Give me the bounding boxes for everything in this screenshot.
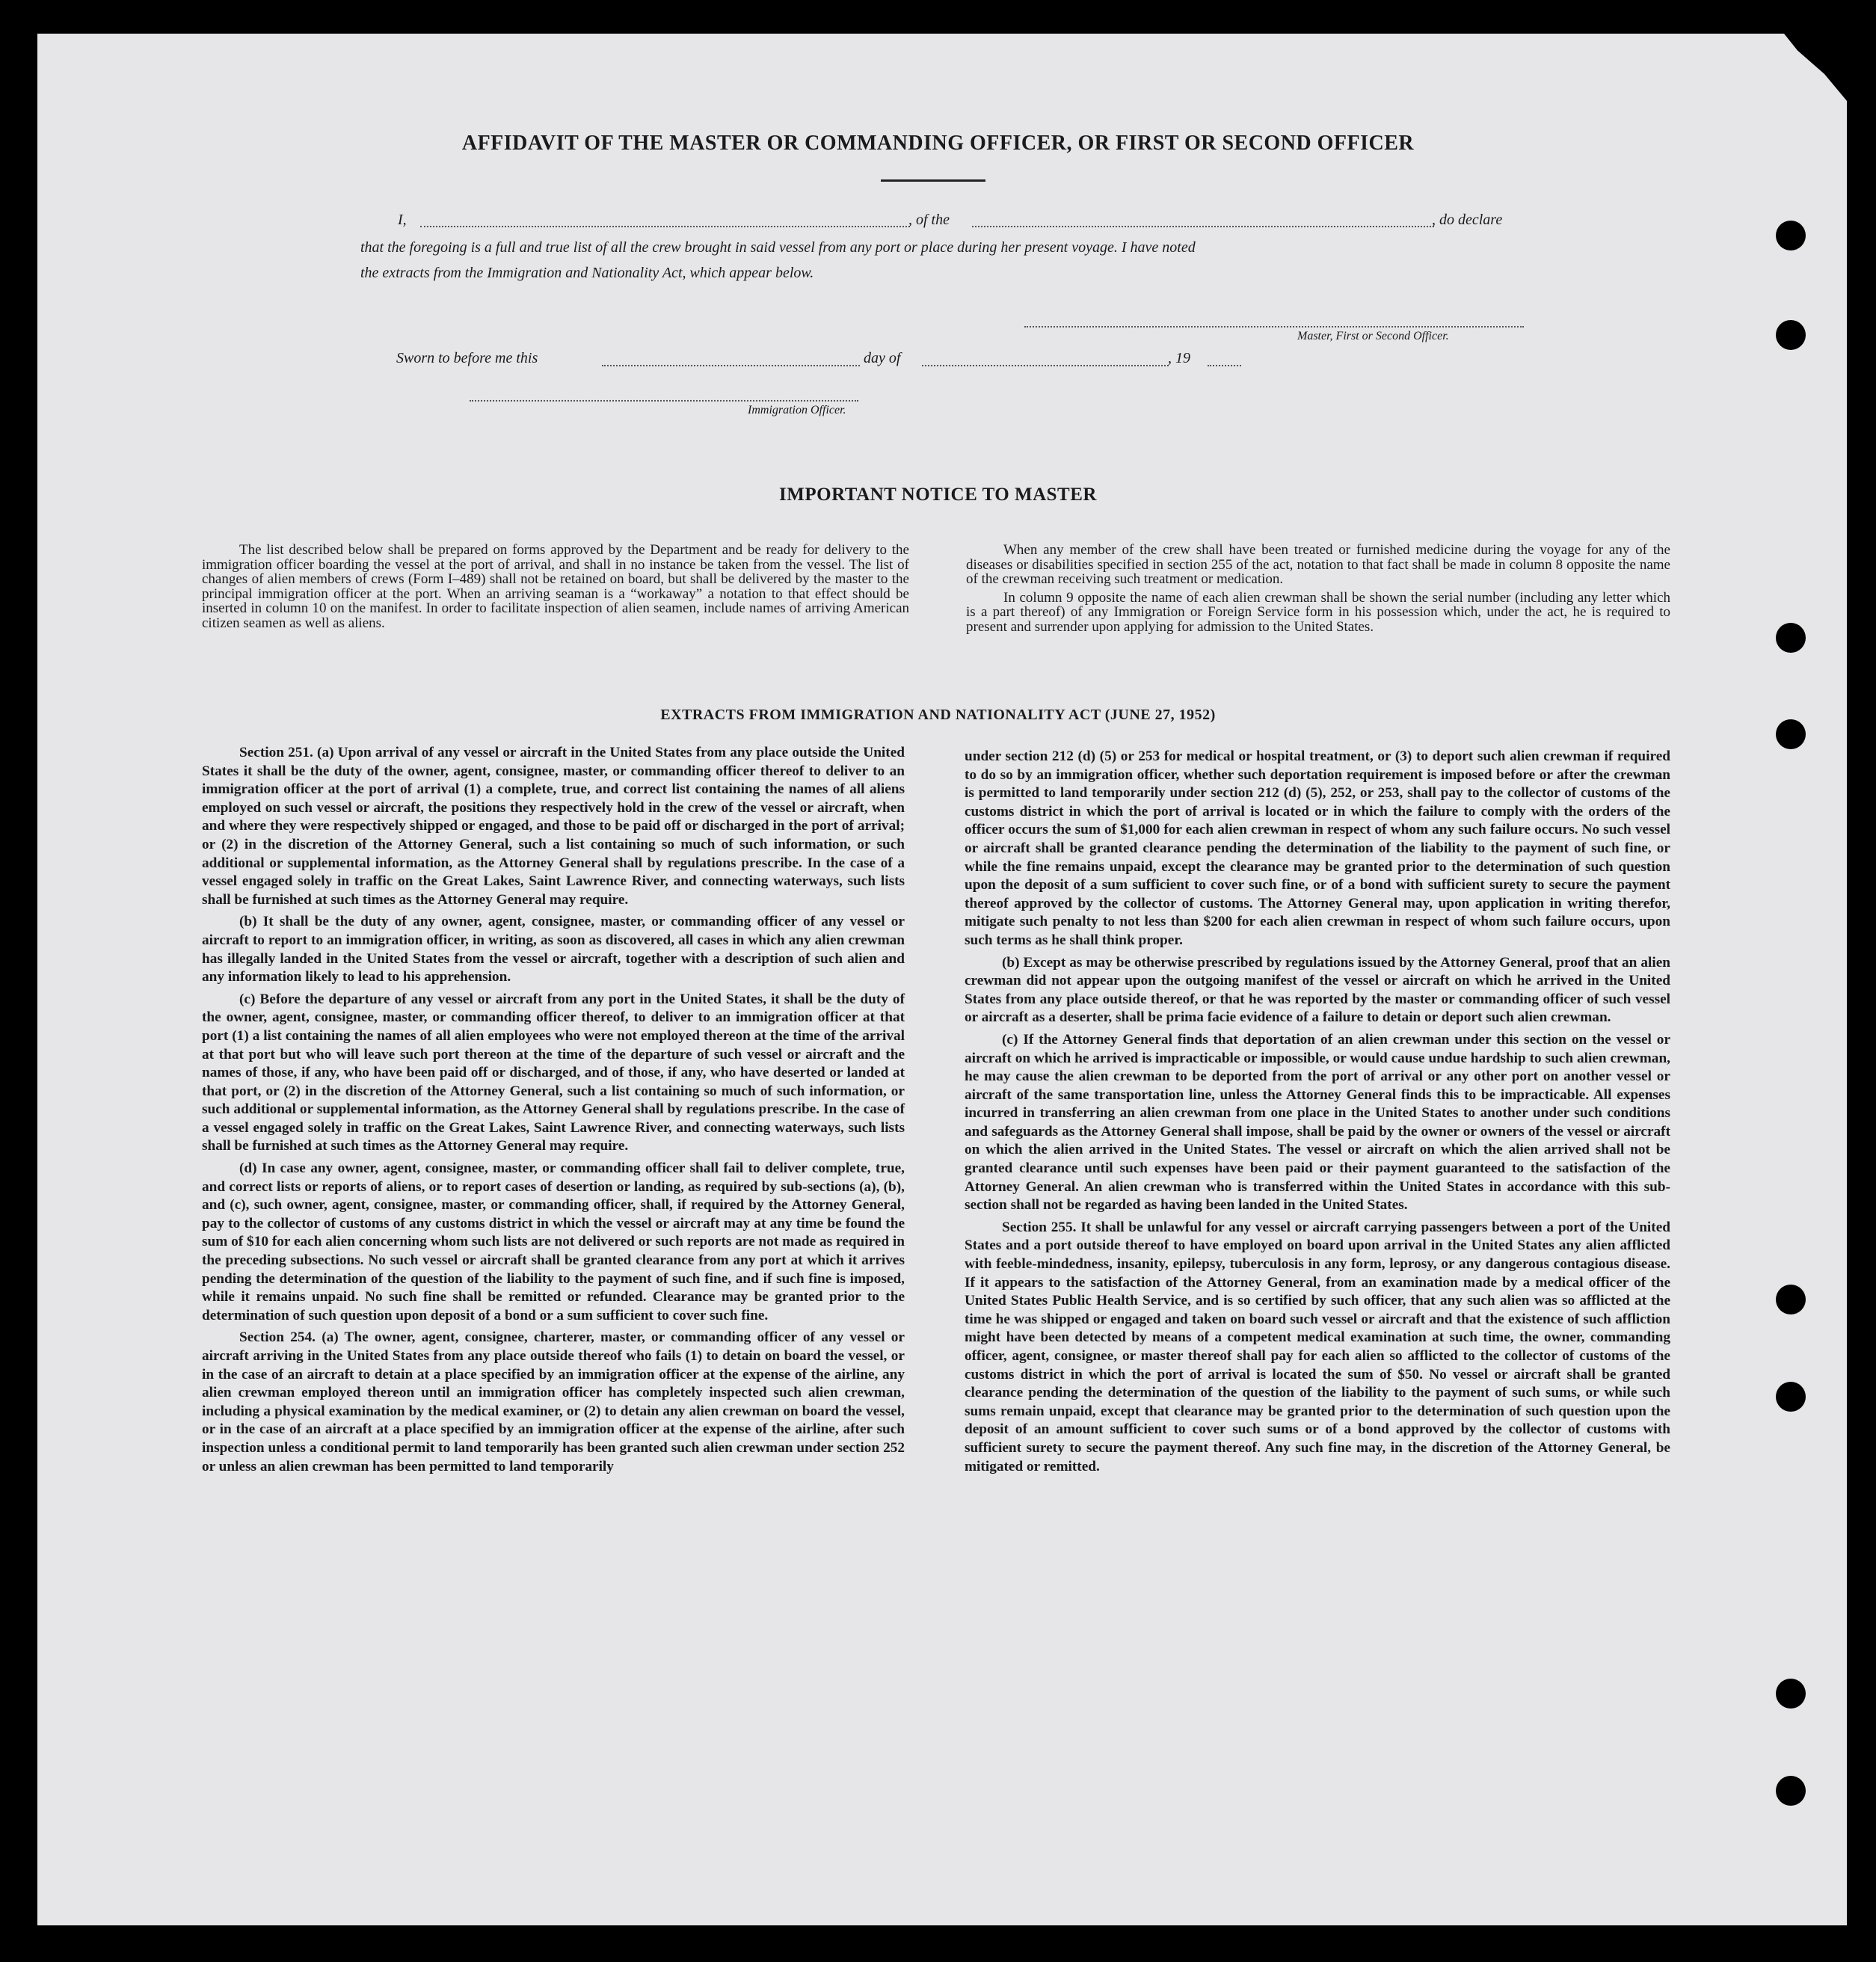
i-label: I, xyxy=(398,212,407,228)
section-paragraph: (d) In case any owner, agent, consignee, master, or commanding officer shall fail to deliver complete, true, and correct lists or reports of aliens, or to report cases of desertion or landing, as required by sub-sections (a), (b), and (c), such owner, agent, consignee, master, or commanding officer, shall, if required by the Attorney General, pay to the collector of customs of any customs district in which the vessel or aircraft may at any time be found the sum of $10 for each alien concerning whom such lists are not delivered or such reports are not made as required in the preceding subsections. No such vessel or aircraft shall be granted clearance from any port at which it arrives pending the determination of the question of the liability to the payment of such fine, and if such fine is imposed, while it remains unpaid. No such fine shall be remitted or refunded. Clearance may be granted prior to the determination of such question upon deposit of a bond or a sum sufficient to cover such fine. xyxy=(202,1160,905,1323)
master-caption: Master, First or Second Officer. xyxy=(1297,330,1449,342)
punch-hole xyxy=(1776,1382,1806,1412)
punch-hole xyxy=(1776,719,1806,749)
title-rule xyxy=(881,179,985,182)
notice-right-column xyxy=(966,543,1670,634)
punch-hole xyxy=(1776,623,1806,653)
punch-hole xyxy=(1776,1285,1806,1314)
extracts-right-column xyxy=(965,748,1670,1476)
notice-paragraph: When any member of the crew shall have been treated or furnished medicine during the voyage for any of the diseases or disabilities specified in section 255 of the act, notation to that fact shall be made in column 8 opposite the name of the crewman receiving such treatment or medication. xyxy=(966,542,1670,587)
of-the-label: , of the xyxy=(908,212,950,228)
punch-hole xyxy=(1776,1776,1806,1806)
section-paragraph: under section 212 (d) (5) or 253 for medical or hospital treatment, or (3) to deport such alien crewman if required to do so by an immigration officer, whether such deportation requirement is imposed before or after the crewman is permitted to land temporarily under section 212 (d) (5), 252, or 253, shall pay to the collector of customs of the customs district in which the port of arrival is located or in which the failure to comply with the orders of the officer occurs the sum of $1,000 for each alien crewman in respect of whom any such failure occurs. No such vessel or aircraft shall be granted clearance pending the determination of the liability to the payment of such fine, or while the fine remains unpaid, except the clearance may be granted prior to the determination of such question upon the deposit of a sum sufficient to cover such fine, or of a bond with sufficient surety to secure the payment thereof approved by the collector of customs. The Attorney General may, upon application in writing therefor, mitigate such penalty to not less than $200 for each alien crewman in respect of whom such failure occurs, upon such terms as he shall think proper. xyxy=(965,748,1670,948)
year-label: , 19 xyxy=(1168,350,1190,366)
officer-signature-line[interactable] xyxy=(470,400,858,402)
section-paragraph: Section 251. (a) Upon arrival of any vessel or aircraft in the United States from any place outside the United States it shall be the duty of the owner, agent, consignee, master, or commanding officer thereof to deliver to an immigration officer at the port of arrival (1) a complete, true, and correct list containing the names of all aliens employed on such vessel or aircraft, the positions they respectively hold in the crew of the vessel or aircraft, when and where they were respectively shipped or engaged, and those to be paid off or discharged in the port of arrival; or (2) in the discretion of the Attorney General, such a list containing so much of such information, or such additional or supplemental information, as the Attorney General shall by regulations prescribe. In the case of a vessel engaged solely in traffic on the Great Lakes, Saint Lawrence River, and connecting waterways, such lists shall be furnished at such times as the Attorney General may require. xyxy=(202,745,905,908)
sworn-label: Sworn to before me this xyxy=(396,350,538,366)
punch-hole xyxy=(1776,221,1806,250)
notice-paragraph: In column 9 opposite the name of each alien crewman shall be shown the serial number (including any letter which is a part thereof) of any Immigration or Foreign Service form in his possession which, under the act, he is required to present and surrender upon applying for admission to the United States. xyxy=(966,589,1670,635)
section-paragraph: (c) If the Attorney General finds that deportation of an alien crewman under this section on the vessel or aircraft on which he arrived is impracticable or impossible, or would cause undue hardship to such alien crewman, he may cause the alien crewman to be deported from the port of arrival or any other port on another vessel or aircraft of the same transportation line, unless the Attorney General finds this to be impracticable. All expenses incurred in transferring an alien crewman from one place in the United States to another under such conditions and safeguards as the Attorney General shall impose, shall be paid by the owner or owners of the vessel or aircraft on which the alien arrived in the United States. The vessel or aircraft on which the alien arrived shall not be granted clearance until such expenses have been paid or their payment guaranteed to the satisfaction of the Attorney General. An alien crewman who is transferred within the United States in accordance with this sub-section shall not be regarded as having been landed in the United States. xyxy=(965,1031,1670,1214)
statement-line-2: the extracts from the Immigration and Nationality Act, which appear below. xyxy=(360,265,814,281)
section-paragraph: (b) Except as may be otherwise prescribed by regulations issued by the Attorney General, proof that an alien crewman did not appear upon the outgoing manifest of the vessel or aircraft on which he arrived in the United States from any place outside thereof, or that he was reported by the master or commanding officer of such vessel or aircraft as a deserter, shall be prima facie evidence of a failure to detain or deport such alien crewman. xyxy=(965,954,1670,1026)
notice-title: IMPORTANT NOTICE TO MASTER xyxy=(779,485,1097,505)
section-paragraph: (c) Before the departure of any vessel or aircraft from any port in the United States, it shall be the duty of the owner, agent, consignee, master, or commanding officer thereof, to deliver to an immigration officer at that port (1) a list containing the names of all alien employees who were not employed thereon at the time of the arrival at that port but who will leave such port thereon at the time of the departure of such vessel or aircraft and the names of those, if any, who have been paid off or discharged, and of those, if any, who have deserted or landed at that port, or (2) in the discretion of the Attorney General, such a list containing so much of such information, or such additional or supplemental information, as the Attorney General shall by regulations prescribe. In the case of a vessel engaged solely in traffic on the Great Lakes, Saint Lawrence River, and connecting waterways, such lists shall be furnished at such times as the Attorney General may require. xyxy=(202,991,905,1154)
torn-corner xyxy=(1757,34,1847,101)
section-paragraph: (b) It shall be the duty of any owner, agent, consignee, master, or commanding officer of any vessel or aircraft to report to an immigration officer, in writing, as soon as discovered, all cases in which any alien crewman has illegally landed in the United States from the vessel or aircraft, together with a description of such alien and any information likely to lead to his apprehension. xyxy=(202,914,905,985)
punch-hole xyxy=(1776,320,1806,350)
notice-paragraph: The list described below shall be prepared on forms approved by the Department and be ready for delivery to the immigration officer boarding the vessel at the port of arrival, and shall in no instance be taken from the vessel. The list of changes of alien members of crews (Form I–489) shall not be retained on board, but shall be delivered by the master to the principal immigration officer at the port. When an arriving seaman is a “workaway” a notation to that effect should be inserted in column 10 on the manifest. In order to facilitate inspection of alien seamen, include names of arriving American citizen seamen as well as aliens. xyxy=(202,542,909,631)
extracts-left-column xyxy=(202,744,905,1476)
section-paragraph: Section 255. It shall be unlawful for any vessel or aircraft carrying passengers between a port of the United States and a port outside thereof to have employed on board upon arrival in the United States any alien afflicted with feeble-mindedness, insanity, epilepsy, tuberculosis in any form, leprosy, or any dangerous contagious disease. If it appears to the satisfaction of the Attorney General, from an examination made by a medical officer of the United States Public Health Service, and is so certified by such officer, that any such alien was so afflicted at the time he was shipped or engaged and taken on board such vessel or aircraft and that the existence of such affliction might have been detected by means of a competent medical examination at such time, the owner, commanding officer, agent, consignee, or master thereof shall pay for each alien so afflicted to the collector of customs of the customs district in which the port of arrival is located the sum of $50. No vessel or aircraft shall be granted clearance pending the determination of the question of the liability to the payment of such sums, or while such sums remain unpaid, except that clearance may be granted prior to the determination of such question upon the deposit of an amount sufficient to cover such sums or of a bond approved by the collector of customs with sufficient surety to secure the payment thereof. Any such fine may, in the discretion of the Attorney General, be mitigated or remitted. xyxy=(965,1219,1670,1474)
punch-hole xyxy=(1776,1679,1806,1709)
statement-line-1: that the foregoing is a full and true list of all the crew brought in said vessel from any port or place during her present voyage. I have noted xyxy=(360,239,1196,256)
master-signature-line[interactable] xyxy=(1024,326,1524,327)
year-blank[interactable] xyxy=(1208,365,1241,366)
day-blank[interactable] xyxy=(602,365,860,366)
day-of-label: day of xyxy=(864,350,901,366)
officer-caption: Immigration Officer. xyxy=(748,404,846,416)
month-blank[interactable] xyxy=(922,365,1169,366)
extracts-title: EXTRACTS FROM IMMIGRATION AND NATIONALITY ACT (JUNE 27, 1952) xyxy=(660,707,1216,723)
affidavit-title: AFFIDAVIT OF THE MASTER OR COMMANDING OFFICER, OR FIRST OR SECOND OFFICER xyxy=(461,132,1415,155)
notice-left-column xyxy=(202,543,909,630)
do-declare-label: , do declare xyxy=(1432,212,1503,228)
vessel-blank[interactable] xyxy=(972,226,1434,227)
section-paragraph: Section 254. (a) The owner, agent, consignee, charterer, master, or commanding officer of any vessel or aircraft arriving in the United States from any place outside thereof who fails (1) to detain on board the vessel, or in the case of an aircraft to detain at a place specified by an immigration officer at the expense of the airline, any alien crewman employed thereon until an immigration officer has completely inspected such alien crewman, including a physical examination by the medical examiner, or (2) to detain any alien crewman on board the vessel, or in the case of an aircraft at a place specified by an immigration officer at the expense of the airline, after such inspection unless a conditional permit to land temporarily has been granted such alien crewman under section 252 or unless an alien crewman has been permitted to land temporarily xyxy=(202,1329,905,1474)
name-blank[interactable] xyxy=(420,226,910,227)
